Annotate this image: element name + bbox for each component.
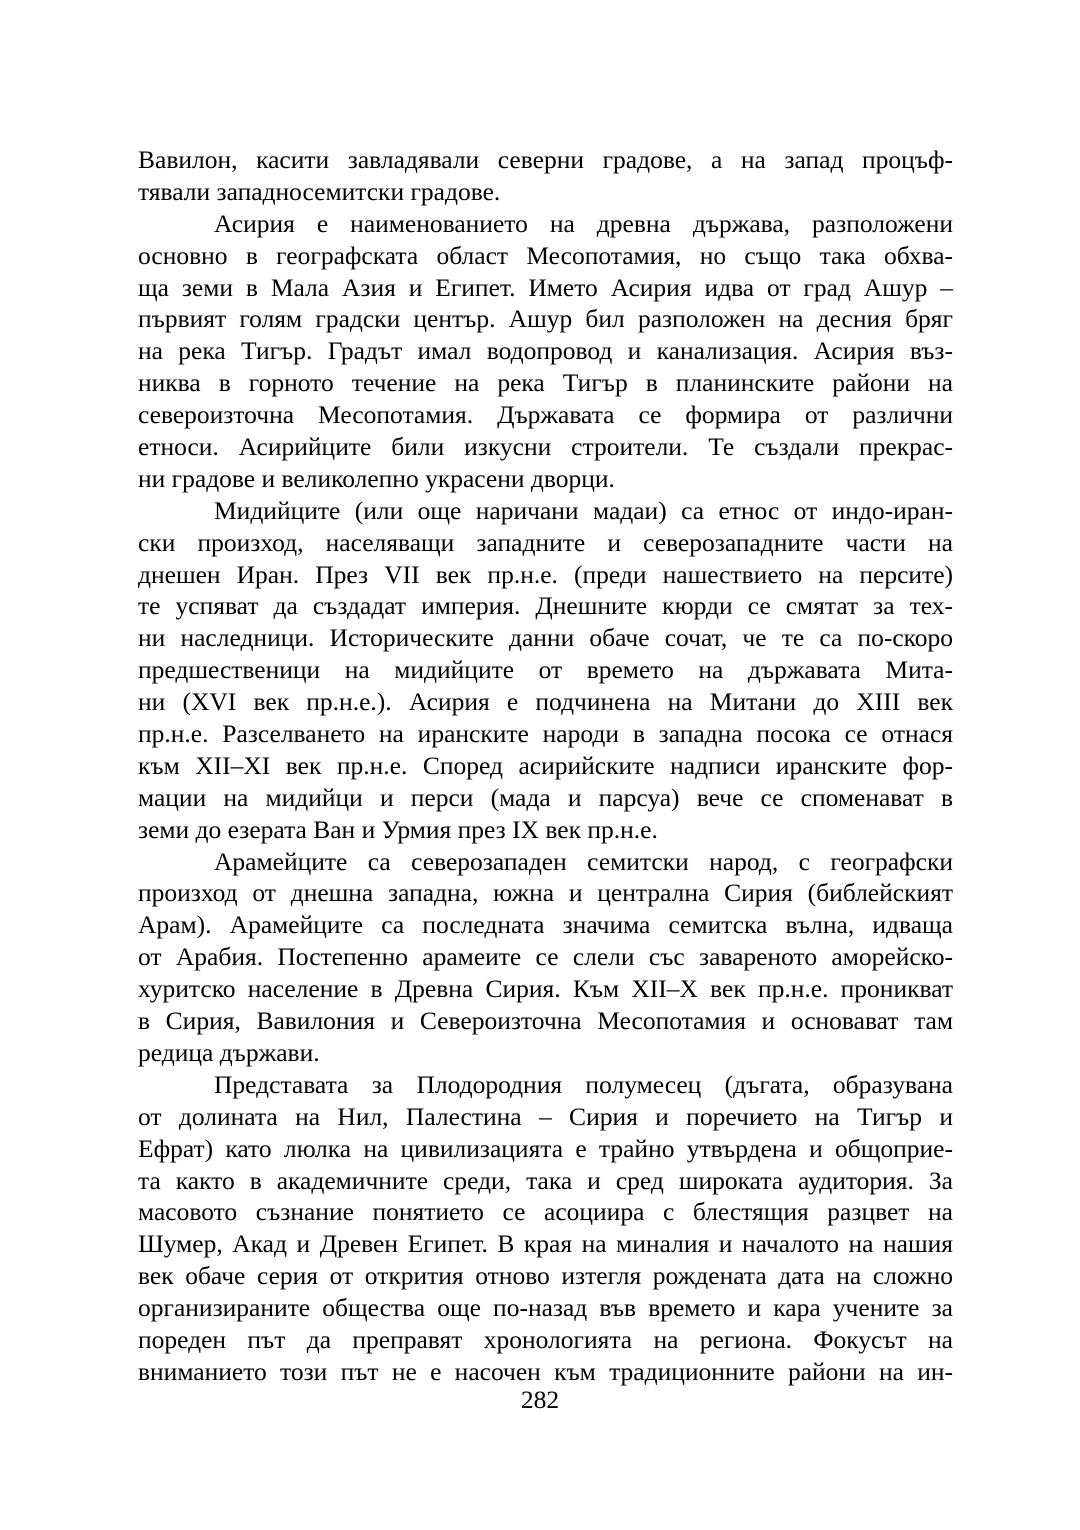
text-line: днешен Иран. През VII век пр.н.е. (преди нашествието на персите) bbox=[138, 559, 953, 589]
paragraph bbox=[138, 846, 953, 1069]
text-line: първият голям градски център. Ашур бил разположен на десния бряг bbox=[138, 304, 953, 334]
page-body bbox=[138, 144, 953, 1388]
paragraph bbox=[138, 1069, 953, 1388]
text-line: Асирия е наименованието на древна държава, разположени bbox=[214, 208, 953, 238]
text-line: земи до езерата Ван и Урмия през IX век пр.н.е. bbox=[138, 814, 658, 844]
text-line: организираните общества още по-назад във времето и кара учените за bbox=[138, 1293, 953, 1323]
text-line: Шумер, Акад и Древен Египет. В края на миналия и началото на нашия bbox=[138, 1229, 953, 1259]
text-line: ща земи в Мала Азия и Египет. Името Асирия идва от град Ашур – bbox=[138, 272, 953, 302]
text-line: Арам). Арамейците са последната значима семитска вълна, идваща bbox=[138, 910, 953, 940]
text-line: мации на мидийци и перси (мада и парсуа) вече се споменават в bbox=[138, 782, 953, 812]
text-line: в Сирия, Вавилония и Североизточна Месопотамия и основават там bbox=[138, 1006, 953, 1036]
text-line: те успяват да създадат империя. Днешните кюрди се смятат за тех- bbox=[138, 591, 953, 621]
text-line: редица държави. bbox=[138, 1037, 320, 1067]
text-line: тявали западносемитски градове. bbox=[138, 176, 501, 206]
text-line: на река Тигър. Градът имал водопровод и канализация. Асирия въз- bbox=[138, 336, 953, 366]
paragraph bbox=[138, 208, 953, 495]
text-line: никва в горното течение на река Тигър в планинските райони на bbox=[138, 368, 953, 398]
text-line: към XII–XI век пр.н.е. Според асирийските надписи иранските фор- bbox=[138, 750, 953, 780]
paragraph bbox=[138, 144, 953, 208]
text-line: предшественици на мидийците от времето на държавата Мита- bbox=[138, 655, 953, 685]
text-line: Арамейците са северозападен семитски народ, с географски bbox=[214, 846, 953, 876]
text-line: та както в академичните среди, така и сред широката аудитория. За bbox=[138, 1165, 953, 1195]
text-line: произход от днешна западна, южна и централна Сирия (библейският bbox=[138, 878, 953, 908]
text-line: пр.н.е. Разселването на иранските народи в западна посока се отнася bbox=[138, 719, 953, 749]
text-line: масовото съзнание понятието се асоциира с блестящия разцвет на bbox=[138, 1197, 953, 1227]
text-line: Вавилон, касити завладявали северни градове, а на запад процъф- bbox=[138, 145, 953, 174]
text-line: вниманието този път не е насочен към традиционните райони на ин- bbox=[138, 1356, 953, 1386]
text-line: етноси. Асирийците били изкусни строители. Те създали прекрас- bbox=[138, 432, 953, 462]
text-line: хуритско население в Древна Сирия. Към XII–X век пр.н.е. проникват bbox=[138, 974, 953, 1004]
text-line: ни наследници. Историческите данни обаче сочат, че те са по-скоро bbox=[138, 623, 953, 653]
page-number: 282 bbox=[520, 1385, 560, 1414]
text-line: Мидийците (или още наричани мадаи) са етнос от индо-иран- bbox=[214, 495, 953, 525]
text-line: основно в географската област Месопотамия, но също така обхва- bbox=[138, 240, 953, 270]
text-line: североизточна Месопотамия. Държавата се формира от различни bbox=[138, 400, 953, 430]
text-line: век обаче серия от открития отново изтегля рождената дата на сложно bbox=[138, 1261, 953, 1291]
text-line: от долината на Нил, Палестина – Сирия и поречието на Тигър и bbox=[138, 1101, 953, 1131]
text-line: ски произход, населяващи западните и северозападните части на bbox=[138, 527, 953, 557]
paragraph bbox=[138, 495, 953, 846]
text-line: пореден път да преправят хронологията на региона. Фокусът на bbox=[138, 1324, 953, 1354]
text-line: Представата за Плодородния полумесец (дъгата, образувана bbox=[214, 1069, 953, 1099]
text-line: Ефрат) като люлка на цивилизацията е трайно утвърдена и общоприе- bbox=[138, 1133, 953, 1163]
text-line: от Арабия. Постепенно арамеите се слели със завареното аморейско- bbox=[138, 942, 953, 972]
text-line: ни (XVI век пр.н.е.). Асирия е подчинена на Митани до XIII век bbox=[138, 687, 953, 717]
text-line: ни градове и великолепно украсени дворци. bbox=[138, 463, 615, 493]
